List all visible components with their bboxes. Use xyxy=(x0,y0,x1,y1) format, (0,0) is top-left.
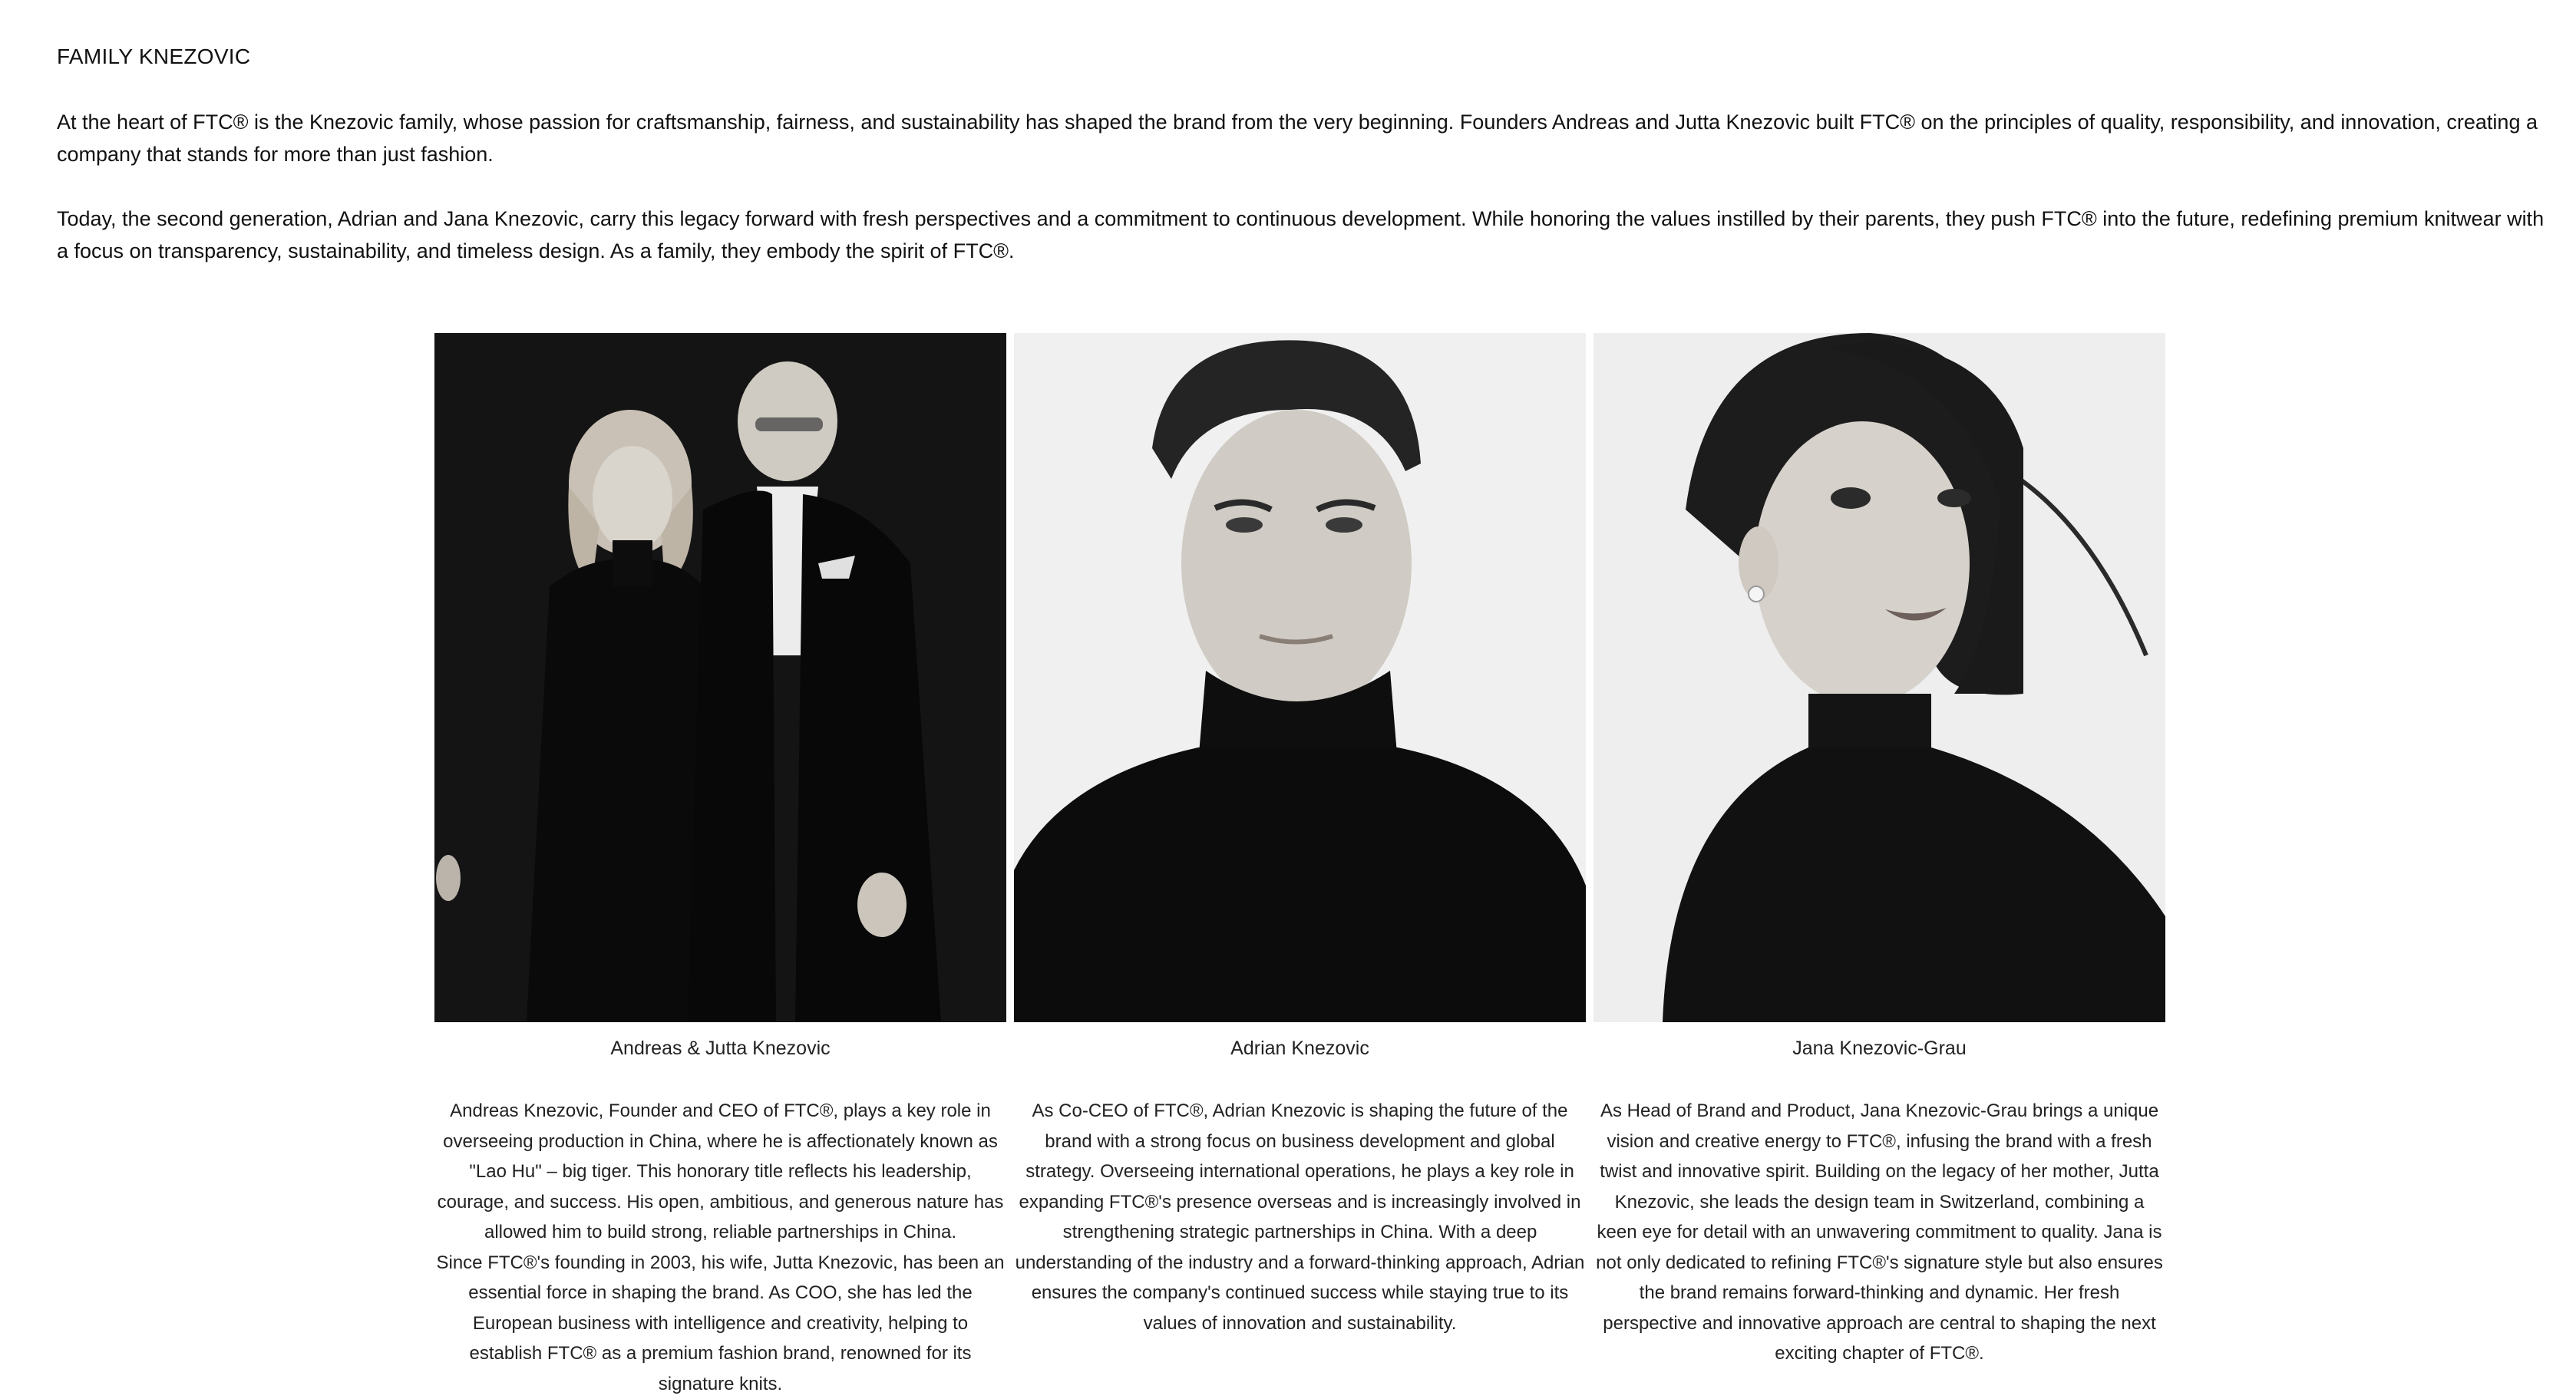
member-bio-paragraph: Andreas Knezovic, Founder and CEO of FTC®, plays a key role in overseeing production in China, where he is affectionately known as "Lao Hu" – big tiger. This honorary title reflects his leadership, courage, and success. His open, ambitious, and generous nature has allowed him to build strong, reliable partnerships in China. xyxy=(434,1096,1006,1248)
member-bio xyxy=(1593,1096,2165,1369)
member-card-adrian xyxy=(1014,333,1586,1399)
member-name: Jana Knezovic-Grau xyxy=(1792,1034,1967,1062)
member-bio-paragraph: As Co-CEO of FTC®, Adrian Knezovic is shaping the future of the brand with a strong focus on business development and global strategy. Overseeing international operations, he plays a key role in expanding FTC®'s presence overseas and is increasingly involved in strengthening strategic partnerships in China. With a deep understanding of the industry and a forward-thinking approach, Adrian ensures the company's continued success while staying true to its values of innovation and sustainability. xyxy=(1014,1096,1586,1338)
member-name: Andreas & Jutta Knezovic xyxy=(610,1034,830,1062)
portrait-photo-andreas-jutta xyxy=(434,333,1006,1022)
member-bio-paragraph: As Head of Brand and Product, Jana Knezovic-Grau brings a unique vision and creative energy to FTC®, infusing the brand with a fresh twist and innovative spirit. Building on the legacy of her mother, Jutta Knezovic, she leads the design team in Switzerland, combining a keen eye for detail with an unwavering commitment to quality. Jana is not only dedicated to refining FTC®'s signature style but also ensures the brand remains forward-thinking and dynamic. Her fresh perspective and innovative approach are central to shaping the next exciting chapter of FTC®. xyxy=(1593,1096,2165,1369)
member-bio xyxy=(1014,1096,1586,1338)
member-card-jana xyxy=(1593,333,2165,1399)
section-title: FAMILY KNEZOVIC xyxy=(57,41,2551,72)
portrait-photo-adrian xyxy=(1014,333,1586,1022)
intro-paragraph: Today, the second generation, Adrian and Jana Knezovic, carry this legacy forward with fresh perspectives and a commitment to continuous development. While honoring the values instilled by their parents, they push FTC® into the future, redefining premium knitwear with a focus on transparency, sustainability, and timeless design. As a family, they embody the spirit of FTC®. xyxy=(57,203,2551,267)
intro-paragraph: At the heart of FTC® is the Knezovic family, whose passion for craftsmanship, fairness, and sustainability has shaped the brand from the very beginning. Founders Andreas and Jutta Knezovic built FTC® on the principles of quality, responsibility, and innovation, creating a company that stands for more than just fashion. xyxy=(57,106,2551,170)
member-name: Adrian Knezovic xyxy=(1230,1034,1369,1062)
intro-section xyxy=(57,41,2551,299)
member-card-andreas-jutta xyxy=(434,333,1006,1399)
team-grid xyxy=(434,333,2166,1399)
portrait-photo-jana xyxy=(1593,333,2165,1022)
member-bio-paragraph: Since FTC®'s founding in 2003, his wife, Jutta Knezovic, has been an essential force in shaping the brand. As COO, she has led the European business with intelligence and creativity, helping to establish FTC® as a premium fashion brand, renowned for its signature knits. xyxy=(434,1248,1006,1399)
member-bio xyxy=(434,1096,1006,1399)
